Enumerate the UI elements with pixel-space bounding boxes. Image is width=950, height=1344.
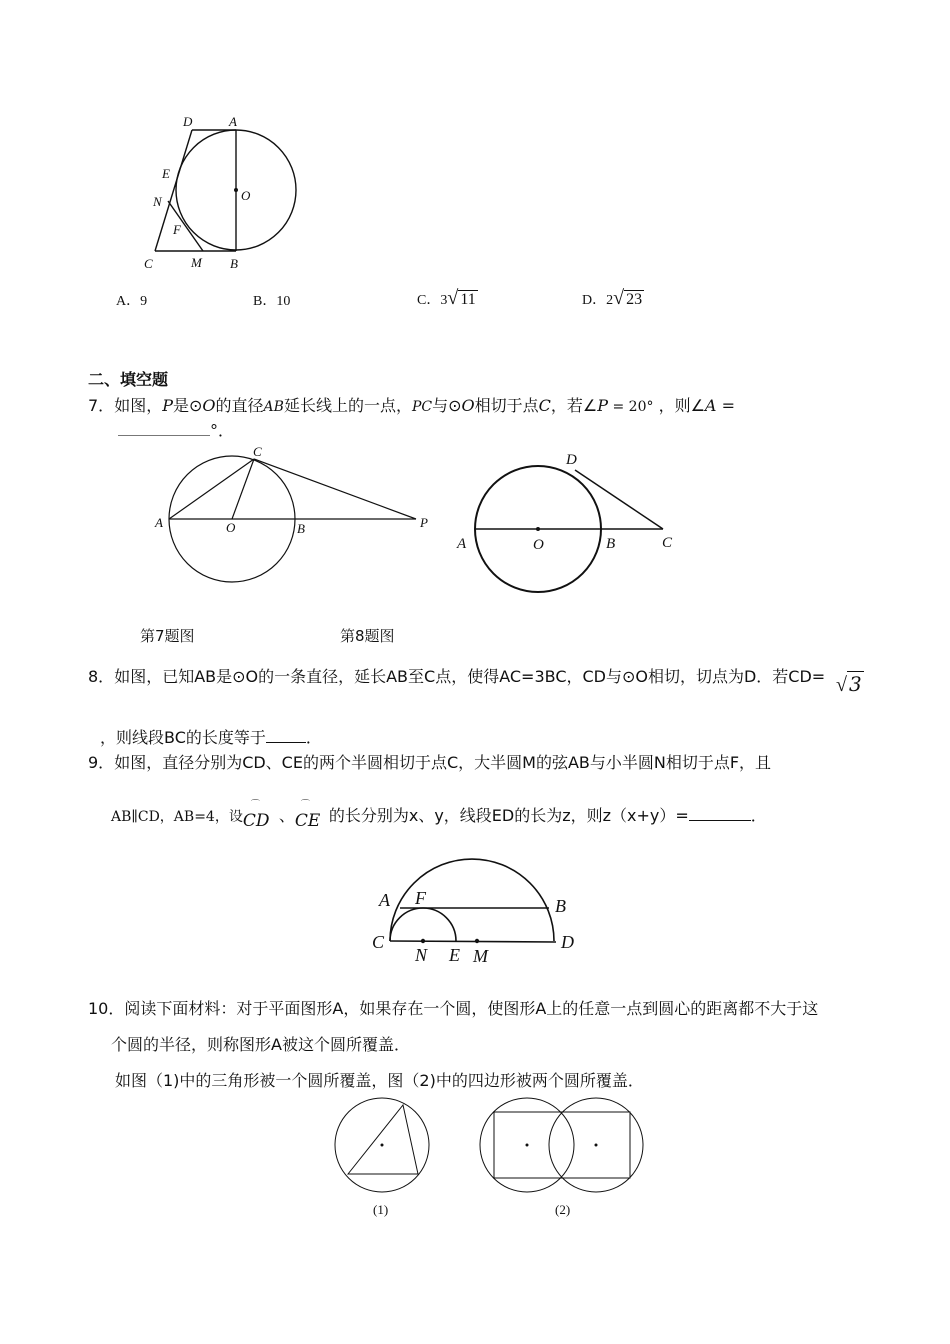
fig6-label-C: C: [144, 256, 153, 271]
fig10-1-center-dot: [381, 1144, 384, 1147]
fig6-label-D: D: [183, 114, 193, 129]
fig9-line-CD: [390, 941, 556, 942]
fig7-label-A: A: [155, 515, 163, 530]
option-c: [417, 287, 478, 310]
fig8-center-dot: [536, 527, 540, 531]
q7-text: 的直径: [215, 396, 264, 415]
q7-tail: °．: [210, 421, 235, 440]
q7-var: A: [704, 396, 717, 415]
question-8-line2: [100, 725, 322, 748]
q7-text: = 20°: [608, 399, 654, 415]
arc-icon: ⌒: [250, 800, 260, 810]
q10-text: 阅读下面材料：对于平面图形A，如果存在一个圆，使图形A上的任意一点到圆心的距离都不大于这: [124, 999, 819, 1018]
question-7-line1: [88, 393, 735, 416]
question-9-line1: [88, 750, 771, 773]
figure-q6: [140, 108, 310, 278]
q9-text: AB∥CD，AB=4，设: [111, 809, 243, 825]
option-b: [253, 290, 290, 310]
fig8-label-D: D: [566, 452, 577, 468]
q8-end: ．: [305, 728, 322, 747]
fig8-line-DC: [575, 470, 663, 529]
option-b-letter: B．: [253, 294, 277, 309]
q7-text: ，若∠: [550, 396, 598, 415]
q7-text: 相切于点: [474, 396, 539, 415]
fig10-2-center-dot-left: [526, 1144, 529, 1147]
q9-text: 如图，直径分别为CD、CE的两个半圆相切于点C，大半圆M的弦AB与小半圆N相切于点F，且: [114, 753, 772, 772]
option-c-coef: 3: [440, 293, 448, 308]
sqrt-icon: √: [613, 287, 625, 309]
option-a-letter: A．: [116, 294, 141, 309]
figure-q8: [450, 445, 690, 595]
fig9-label-E: E: [449, 945, 460, 965]
fig9-label-D: D: [561, 932, 574, 952]
fig7-label-O: O: [226, 520, 236, 535]
answer-blank[interactable]: [689, 806, 751, 821]
q9-arc1: CD: [242, 811, 270, 831]
q7-number: 7．: [88, 396, 115, 415]
section-title: 二、填空题: [88, 370, 169, 389]
option-c-radicand: 11: [460, 291, 476, 308]
q7-var: O: [461, 396, 475, 415]
question-7-line2: [118, 418, 234, 441]
fig9-label-B: B: [555, 896, 566, 916]
option-a: [116, 290, 147, 310]
q9-number: 9．: [88, 753, 115, 772]
fig8-label-O: O: [533, 537, 544, 553]
fig6-label-F: F: [173, 222, 181, 237]
arc-ce: [294, 800, 329, 831]
fig9-label-A: A: [379, 890, 390, 910]
sqrt-icon: √: [836, 674, 847, 696]
fig9-label-N: N: [415, 945, 428, 965]
fig7-line-AC: [169, 459, 254, 519]
fig6-label-B: B: [230, 256, 238, 271]
q10-number: 10．: [88, 999, 125, 1018]
q9-text: 的长分别为x、y，线段ED的长为z，则z（x+y）=: [328, 806, 689, 825]
option-b-value: 10: [276, 294, 291, 309]
fig9-point-N: [421, 939, 425, 943]
figure-q9: [360, 848, 590, 968]
fig9-point-M: [475, 939, 479, 943]
q7-text: =: [716, 396, 735, 415]
fig6-center-dot: [234, 188, 238, 192]
fig6-label-M: M: [191, 255, 202, 270]
q7-var: P: [597, 396, 609, 415]
fig10-caption-2: (2): [555, 1202, 571, 1217]
q7-var: AB: [263, 399, 284, 415]
fig7-label-B: B: [297, 521, 305, 536]
fig10-2-rectangle: [494, 1112, 630, 1178]
fig9-label-F: F: [415, 888, 426, 908]
figure-q10-2: [478, 1098, 648, 1198]
option-a-value: 9: [140, 294, 148, 309]
fig6-label-A: A: [229, 114, 237, 129]
q9-sep: 、: [278, 806, 295, 825]
answer-blank[interactable]: [266, 728, 306, 743]
caption-figure-7: 第7题图: [140, 627, 195, 645]
q8-number: 8．: [88, 667, 115, 686]
fig9-label-C: C: [372, 932, 385, 952]
q7-text: 如图，: [114, 396, 163, 415]
fig10-2-center-dot-right: [595, 1144, 598, 1147]
fig9-small-semicircle: [390, 908, 456, 941]
q7-var: P: [162, 396, 173, 415]
sqrt-icon: √: [447, 287, 459, 309]
q8-text: 如图，已知AB是⊙O的一条直径，延长AB至C点，使得AC=3BC，CD与⊙O相切，切点为D．若CD=: [114, 667, 826, 686]
fig9-label-M: M: [473, 946, 488, 966]
fig7-label-C: C: [253, 444, 262, 459]
q9-arc2: CE: [294, 811, 321, 831]
question-8-line1: [88, 664, 825, 687]
figure-q7: [150, 445, 440, 585]
fig10-1-triangle: [348, 1105, 418, 1174]
fig6-label-O: O: [241, 188, 251, 203]
fig6-label-N: N: [153, 194, 162, 209]
q7-var: PC: [411, 399, 433, 415]
fig7-line-OC: [232, 459, 254, 519]
option-d-letter: D．: [582, 293, 607, 308]
fig6-label-E: E: [162, 166, 170, 181]
figure-q10-1: [333, 1098, 433, 1198]
fig10-caption-1: (1): [373, 1202, 389, 1217]
question-10-line3: 如图（1)中的三角形被一个圆所覆盖，图（2)中的四边形被两个圆所覆盖．: [115, 1071, 644, 1090]
q7-var: O: [202, 396, 216, 415]
q7-var: C: [538, 396, 551, 415]
option-d-coef: 2: [606, 293, 614, 308]
answer-blank[interactable]: [118, 421, 210, 436]
arc-cd: [242, 800, 279, 831]
fig8-label-A: A: [457, 536, 467, 552]
q9-end: ．: [750, 806, 767, 825]
option-c-letter: C．: [417, 293, 441, 308]
question-10-line1: [88, 996, 818, 1019]
fig7-line-CP: [254, 459, 416, 519]
option-d-radicand: 23: [626, 291, 643, 308]
fig7-label-P: P: [420, 515, 428, 530]
q8-sqrt: [836, 672, 864, 697]
q7-text: 延长线上的一点，: [283, 396, 412, 415]
option-d: [582, 287, 644, 310]
fig8-label-C: C: [662, 535, 673, 551]
arc-icon: ⌒: [300, 800, 310, 810]
q8-text: ，则线段BC的长度等于: [100, 728, 266, 747]
question-10-line2: 个圆的半径，则称图形A被这个圆所覆盖．: [111, 1035, 410, 1054]
q8-radicand: 3: [848, 672, 862, 696]
q7-text: 是⊙: [172, 396, 203, 415]
fig8-label-B: B: [606, 536, 616, 552]
q7-text: 与⊙: [432, 396, 462, 415]
question-9-line2: [111, 800, 767, 831]
caption-figure-8: 第8题图: [340, 627, 395, 645]
q7-text: ，则∠: [653, 396, 705, 415]
